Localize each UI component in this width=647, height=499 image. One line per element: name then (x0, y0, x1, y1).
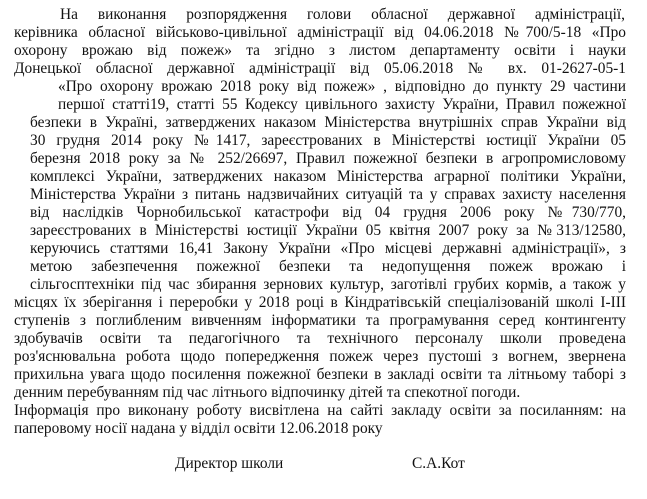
text-line-19: здобувачів освіти та педагогічного та технічного персоналу школи проведена (14, 330, 626, 347)
text-line-22: денним перебуванням під час літнього відпочинку дітей та спекотної погоди. (14, 384, 521, 401)
text-line-6: першої статті19, статті 55 Кодексу цивільного захисту України, Правил пожежної (58, 96, 626, 113)
text-line-23: Інформація про виконану роботу висвітлена на сайті закладу освіти за посиланням: на (14, 402, 626, 419)
text-line-1: На виконання розпорядження голови обласної державної адміністрації, (60, 6, 625, 23)
text-line-2: керівника обласної військово-цивільної адміністрації від 04.06.2018 №700/5-18 «Про (14, 24, 626, 41)
text-line-21: прихильна увага щодо посилення пожежної безпеки в закладі освіти та літньому таборі з (14, 366, 626, 383)
text-line-24: паперовому носії надана у відділ освіти 12.06.2018 року (14, 420, 383, 437)
text-line-11: Міністерства України з питань надзвичайних ситуацій та у справах захисту населення (30, 186, 626, 203)
text-line-7: безпеки в Україні, затверджених наказом Міністерства внутрішніх справ України від (30, 114, 626, 131)
text-line-15: метою забезпечення пожежної безпеки та недопущення пожеж врожаю і (30, 258, 626, 275)
text-line-9: березня 2018 року за № 252/26697, Правил пожежної безпеки в агропромисловому (30, 150, 626, 167)
signature-title: Директор школи (175, 455, 284, 472)
text-line-12: від наслідків Чорнобильської катастрофи від 04 грудня 2006 року №730/770, (30, 204, 626, 221)
text-line-18: ступенів з поглибленим вивченням інформатики та програмування серед контингенту (14, 312, 626, 329)
text-line-10: комплексі України, затверджених наказом Міністерства аграрної політики України, (30, 168, 626, 185)
text-line-5: «Про охорону врожаю 2018 року від пожеж» , відповідно до пункту 29 частини (58, 78, 626, 95)
text-line-17: місцях їх зберігання і переробки у 2018 році в Кіндратівській спеціалізованій школі І-ІІІ (14, 294, 626, 311)
text-line-4: Донецької обласної державної адміністрації від 05.06.2018 № вх. 01-2627-05-1 (14, 60, 626, 77)
text-line-13: зареєстрованих в Міністерстві юстиції України 05 квітня 2007 року за №313/12580, (30, 222, 626, 239)
text-line-8: 30 грудня 2014 року №1417, зареєстрованих в Міністерстві юстиції України 05 (30, 132, 626, 149)
text-line-3: охорону врожаю від пожеж» та згідно з листом департаменту освіти і науки (14, 42, 626, 59)
text-line-16: сільгосптехніки під час збирання зернових культур, заготівлі грубих кормів, а також у (30, 276, 626, 293)
text-line-20: роз'яснювальна робота щодо попередження пожеж через пустоші з вогнем, звернена (14, 348, 626, 365)
signature-name: С.А.Кот (412, 455, 465, 472)
text-line-14: керуючись статтями 16,41 Закону України «Про місцеві державні адміністрації», з (30, 240, 626, 257)
